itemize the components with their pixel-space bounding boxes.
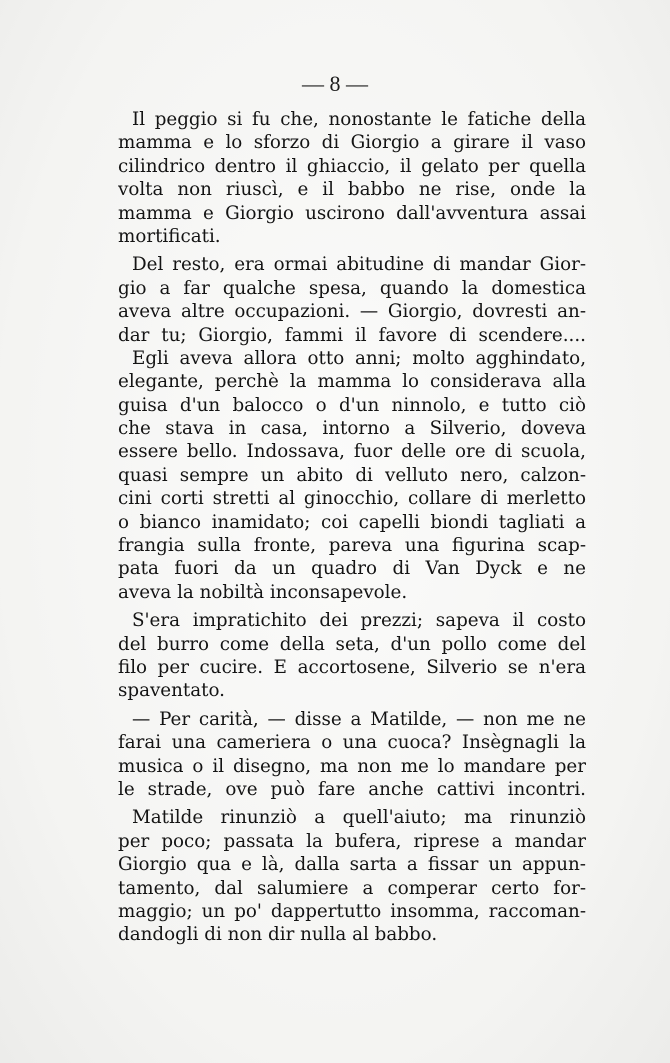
text-line: le strade, ove può fare anche cattivi incontri. — [118, 778, 586, 800]
text-line: guisa d'un balocco o d'un ninnolo, e tutto ciò — [118, 394, 586, 416]
text-line: mortificati. — [118, 225, 221, 247]
text-line: gio a far qualche spesa, quando la domestica — [118, 277, 586, 299]
body-text — [118, 108, 586, 947]
text-line: S'era impratichito dei prezzi; sapeva il costo — [132, 610, 586, 632]
text-line: dandogli di non dir nulla al babbo. — [118, 924, 438, 946]
text-line: maggio; un po' dappertutto insomma, raccoman- — [118, 900, 586, 922]
text-line: filo per cucire. E accortosene, Silverio se n'era — [118, 656, 586, 678]
paragraph — [118, 708, 586, 802]
text-line: farai una cameriera o una cuoca? Insègnagli la — [118, 732, 586, 754]
text-line: per poco; passata la bufera, riprese a mandar — [118, 830, 586, 852]
text-line: volta non riuscì, e il babbo ne rise, onde la — [118, 179, 586, 201]
text-line: aveva la nobiltà inconsapevole. — [118, 581, 408, 603]
text-line: pata fuori da un quadro di Van Dyck e ne — [118, 558, 586, 580]
page-number: — 8 — — [302, 71, 368, 96]
text-line: cini corti stretti al ginocchio, collare di merletto — [118, 488, 586, 510]
text-line: elegante, perchè la mamma lo considerava alla — [118, 371, 586, 393]
text-line: frangia sulla fronte, pareva una figurina scap- — [118, 535, 586, 557]
paragraph — [118, 253, 586, 347]
text-line: dar tu; Giorgio, fammi il favore di scendere.... — [118, 324, 586, 346]
paragraph — [118, 609, 586, 703]
text-line: essere bello. Indossava, fuor delle ore di scuola, — [118, 441, 586, 463]
text-line: cilindrico dentro il ghiaccio, il gelato per quella — [118, 155, 586, 177]
text-line: musica o il disegno, ma non me lo mandare per — [118, 755, 586, 777]
text-line: Il peggio si fu che, nonostante le fatiche della — [132, 109, 586, 130]
text-line: Del resto, era ormai abitudine di mandar Gior- — [132, 254, 586, 276]
text-line: Egli aveva allora otto anni; molto agghindato, — [132, 347, 586, 369]
paragraph — [118, 108, 586, 248]
text-line: tamento, dal salumiere a comperar certo for- — [118, 877, 586, 899]
text-line: aveva altre occupazioni. — Giorgio, dovresti an- — [118, 301, 586, 323]
paragraph — [118, 806, 586, 946]
text-line: mamma e lo sforzo di Giorgio a girare il vaso — [118, 132, 586, 154]
text-line: spaventato. — [118, 680, 225, 702]
text-line: Matilde rinunziò a quell'aiuto; ma rinunziò — [132, 807, 586, 829]
text-line: o bianco inamidato; coi capelli biondi tagliati a — [118, 511, 586, 533]
text-line: del burro come della seta, d'un pollo come del — [118, 633, 586, 655]
text-line: — Per carità, — disse a Matilde, — non me ne — [132, 708, 586, 730]
paragraph — [118, 347, 586, 604]
text-line: che stava in casa, intorno a Silverio, doveva — [118, 418, 586, 440]
text-line: Giorgio qua e là, dalla sarta a fissar un appun- — [118, 854, 586, 876]
text-line: quasi sempre un abito di velluto nero, calzon- — [118, 464, 586, 486]
text-line: mamma e Giorgio uscirono dall'avventura assai — [118, 202, 586, 224]
